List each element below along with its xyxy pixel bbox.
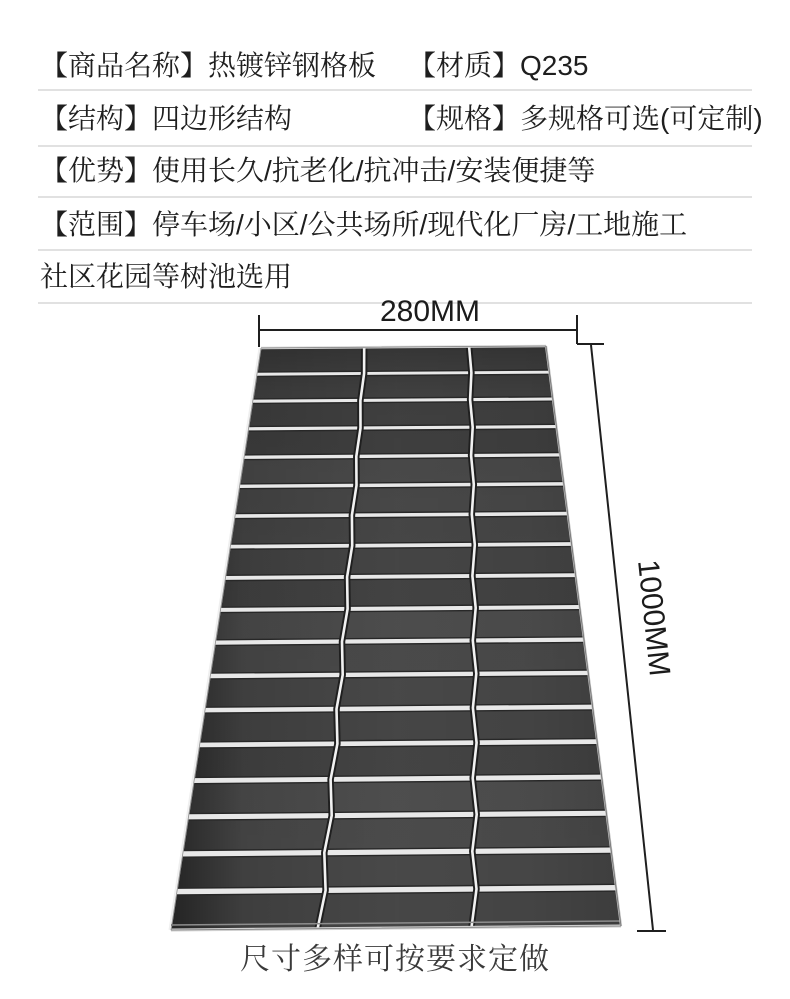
- width-dimension-label: 280MM: [379, 295, 481, 328]
- spec-advantages: 【优势】使用长久/抗老化/抗冲击/安装便捷等: [40, 155, 596, 186]
- spec-material: 【材质】Q235: [408, 50, 589, 81]
- spec-structure: 【结构】四边形结构: [40, 103, 293, 134]
- spec-applications: 【范围】停车场/小区/公共场所/现代化厂房/工地施工: [40, 209, 688, 240]
- spec-size-options: 【规格】多规格可选(可定制): [408, 103, 763, 134]
- size-note-caption: 尺寸多样可按要求定做: [240, 943, 550, 976]
- spec-product-name: 【商品名称】热镀锌钢格板: [40, 50, 377, 81]
- grating-illustration: [170, 346, 621, 930]
- height-dimension-label: 1000MM: [630, 558, 677, 678]
- spec-applications-cont: 社区花园等树池选用: [40, 261, 293, 292]
